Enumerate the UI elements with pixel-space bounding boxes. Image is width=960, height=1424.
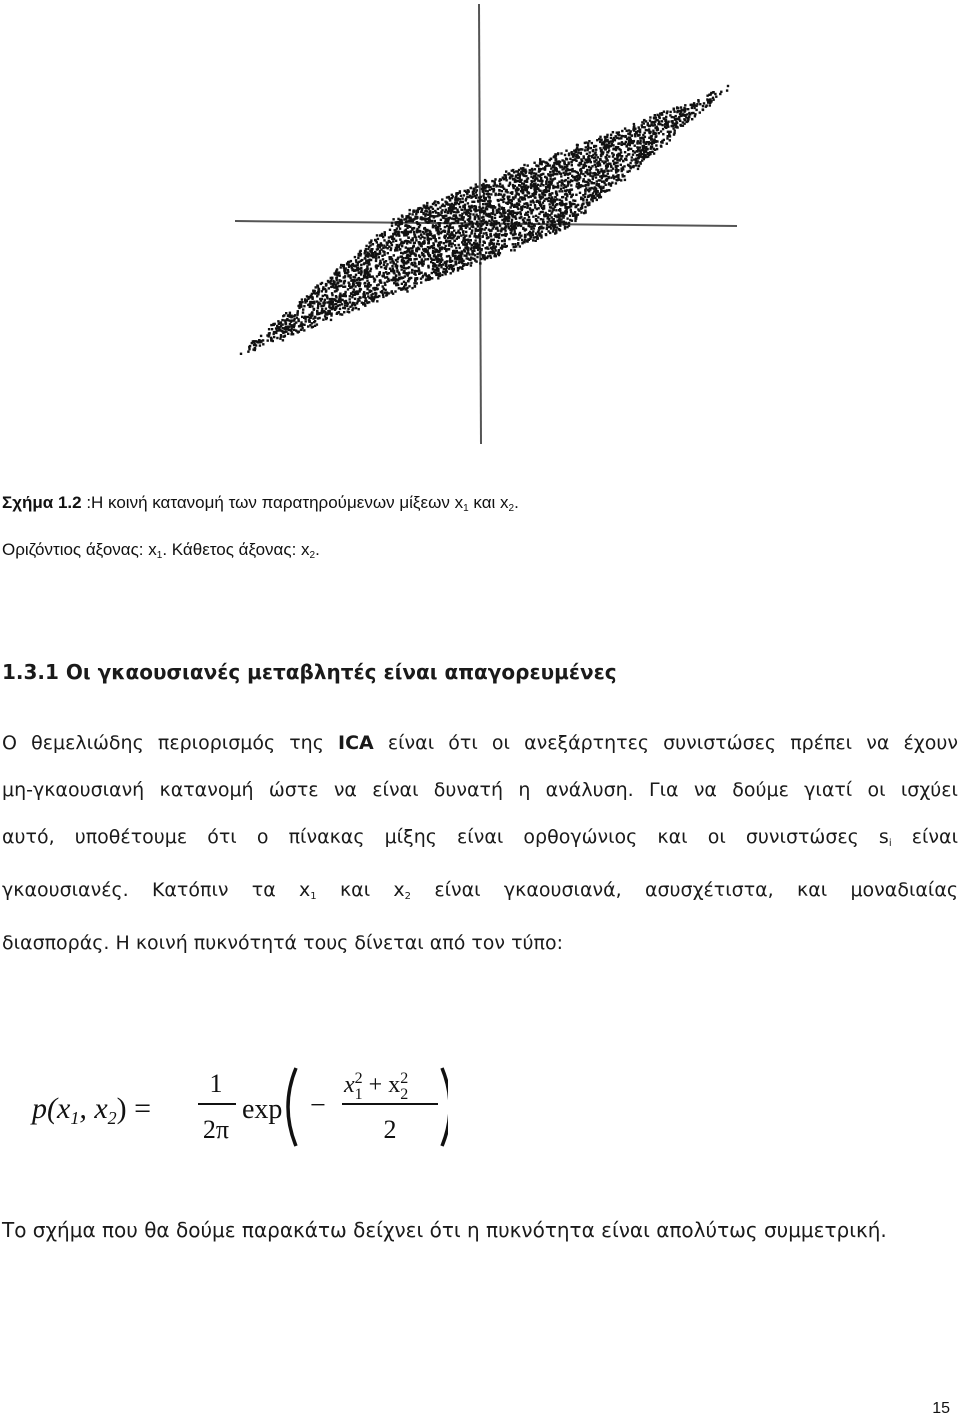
paragraph-line-3: αυτό, υποθέτουμε ότι ο πίνακας μίξης είναι ορθογώνιος και οι συνιστώσες $s_i$ είναι bbox=[2, 826, 958, 849]
paragraph-line-4: γκαουσιανές. Κατόπιν τα $x_1$ και $x_2$ είναι γκαουσιανά, ασυσχέτιστα, και μοναδιαίας bbox=[2, 879, 959, 902]
paragraph-line-1: Ο θεμελιώδης περιορισμός της ICA είναι ότι οι ανεξάρτητες συνιστώσες πρέπει να έχουν bbox=[2, 732, 958, 754]
body-paragraph bbox=[2, 720, 958, 967]
scatter-points bbox=[240, 85, 729, 355]
svg-text:x12+ x22: $x_12 + x_22$ bbox=[344, 1070, 409, 1103]
caption-label: Σχήμα 1.2 bbox=[2, 493, 82, 512]
svg-text:1: 1 bbox=[209, 1069, 223, 1098]
closing-sentence: Το σχήμα που θα δούμε παρακάτω δείχνει ότι η πυκνότητα είναι απολύτως συμμετρική. bbox=[2, 1218, 887, 1242]
section-heading: 1.3.1 Οι γκαουσιανές μεταβλητές είναι απαγορευμένες bbox=[2, 660, 617, 684]
scatter-figure bbox=[225, 2, 745, 447]
paragraph-line-5: διασποράς. Η κοινή πυκνότητά τους δίνεται από τον τύπο: bbox=[2, 932, 563, 954]
svg-text:2: 2 bbox=[383, 1115, 397, 1144]
figure-caption-line-2: Οριζόντιος άξονας: $x_1$. Κάθετος άξονας: $x_2$. bbox=[2, 540, 320, 561]
density-formula bbox=[28, 1062, 448, 1152]
page-number: 15 bbox=[932, 1400, 950, 1417]
svg-text:2π: 2π bbox=[202, 1115, 230, 1144]
figure-caption-line-1: Σχήμα 1.2 :Η κοινή κατανομή των παρατηρούμενων μίξεων $x_1$ και $x_2$. bbox=[2, 493, 519, 514]
svg-text:exp: exp bbox=[242, 1094, 283, 1125]
svg-text:p(x1, x2) =: $p(x_1$, $x_2$) = bbox=[32, 1092, 152, 1128]
paragraph-line-2: μη-γκαουσιανή κατανομή ώστε να είναι δυνατή η ανάλυση. Για να δούμε γιατί οι ισχύει bbox=[2, 779, 958, 801]
svg-text:−: − bbox=[310, 1090, 326, 1121]
